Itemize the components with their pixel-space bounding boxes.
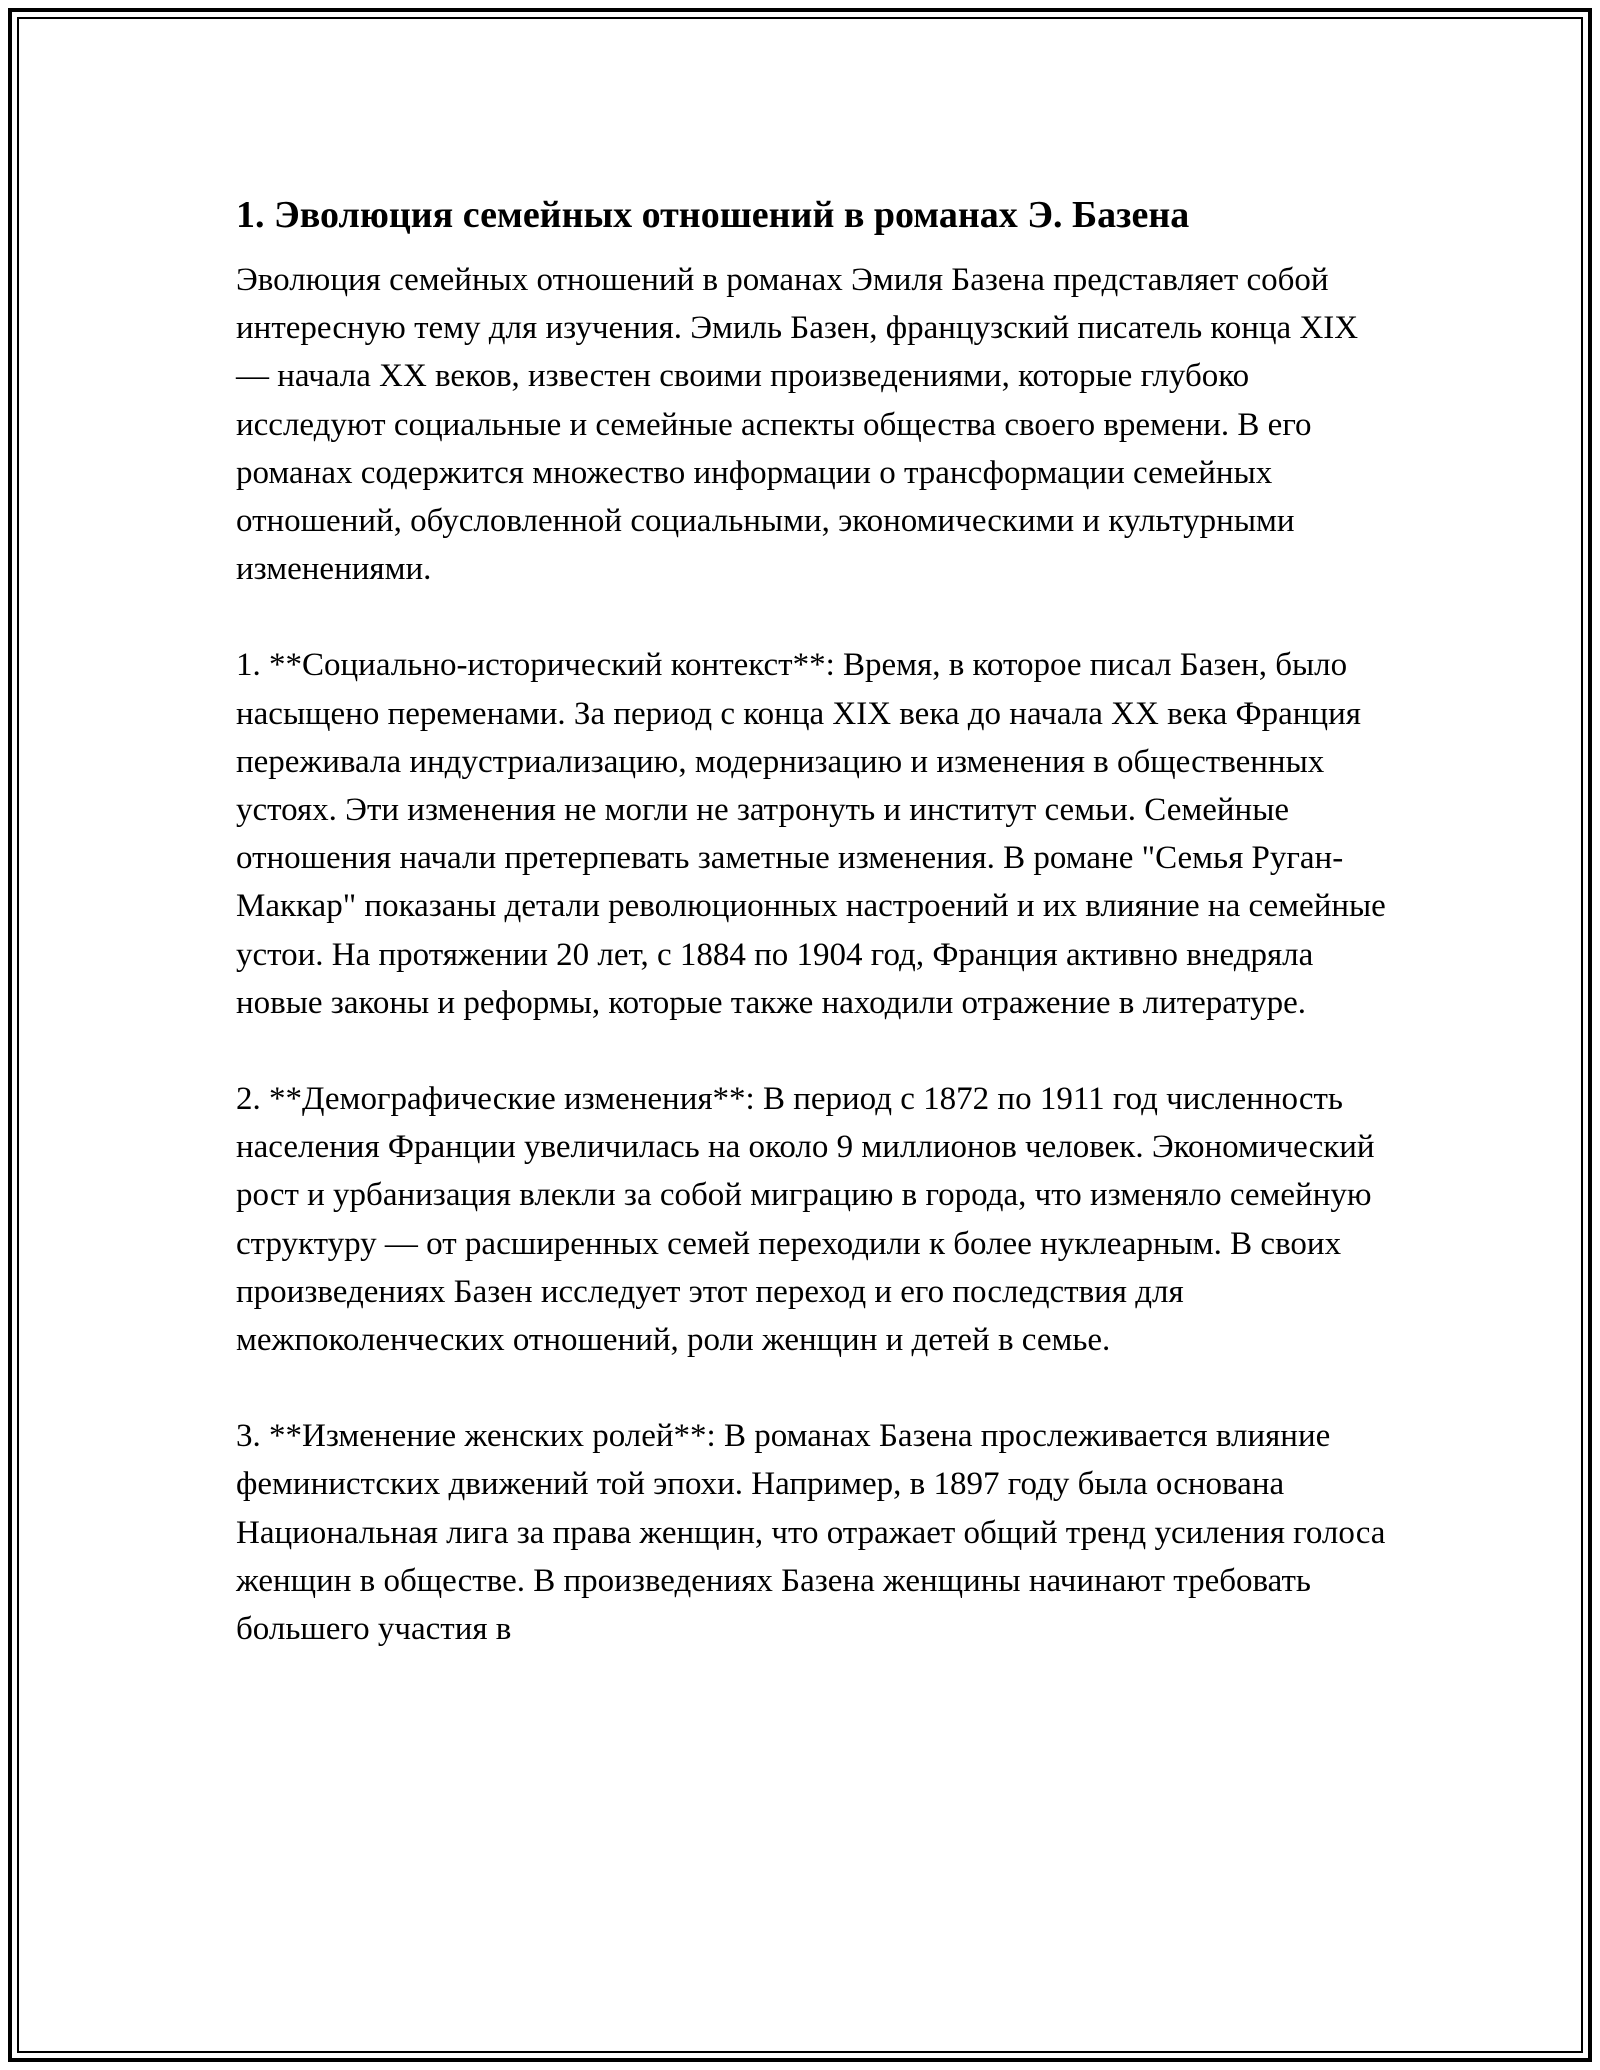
paragraph-social-context: 1. **Социально-исторический контекст**: Время, в которое писал Базен, было насыщено переменами. За период с конца XIX века до начала XX века Франция переживала индустриализацию, модернизацию и изменения в общественных устоях. Эти изменения не могли не затронуть и институт семьи. Семейные отношения начали претерпевать заметные изменения. В романе "Семья Руган-Маккар" показаны детали революционных настроений и их влияние на семейные устои. На протяжении 20 лет, с 1884 по 1904 год, Франция активно внедряла новые законы и реформы, которые также находили отражение в литературе. <box>236 647 1386 1021</box>
section-heading: 1. Эволюция семейных отношений в романах Э. Базена <box>236 194 1190 236</box>
paragraph-women-roles: 3. **Изменение женских ролей**: В романах Базена прослеживается влияние феминистских движений той эпохи. Например, в 1897 году была основана Национальная лига за права женщин, что отражает общий тренд усиления голоса женщин в обществе. В произведениях Базена женщины начинают требовать большего участия в <box>236 1418 1386 1648</box>
paragraph-demographics: 2. **Демографические изменения**: В период с 1872 по 1911 год численность населения Франции увеличилась на около 9 миллионов человек. Экономический рост и урбанизация влекли за собой миграцию в города, что изменяло семейную структуру — от расширенных семей переходили к более нуклеарным. В своих произведениях Базен исследует этот переход и его последствия для межпоколенческих отношений, роли женщин и детей в семье. <box>236 1081 1375 1359</box>
document-body <box>236 188 1386 1701</box>
paragraph-intro: Эволюция семейных отношений в романах Эмиля Базена представляет собой интересную тему для изучения. Эмиль Базен, французский писатель конца XIX — начала XX веков, известен своими произведениями, которые глубоко исследуют социальные и семейные аспекты общества своего времени. В его романах содержится множество информации о трансформации семейных отношений, обусловленной социальными, экономическими и культурными изменениями. <box>236 262 1359 588</box>
